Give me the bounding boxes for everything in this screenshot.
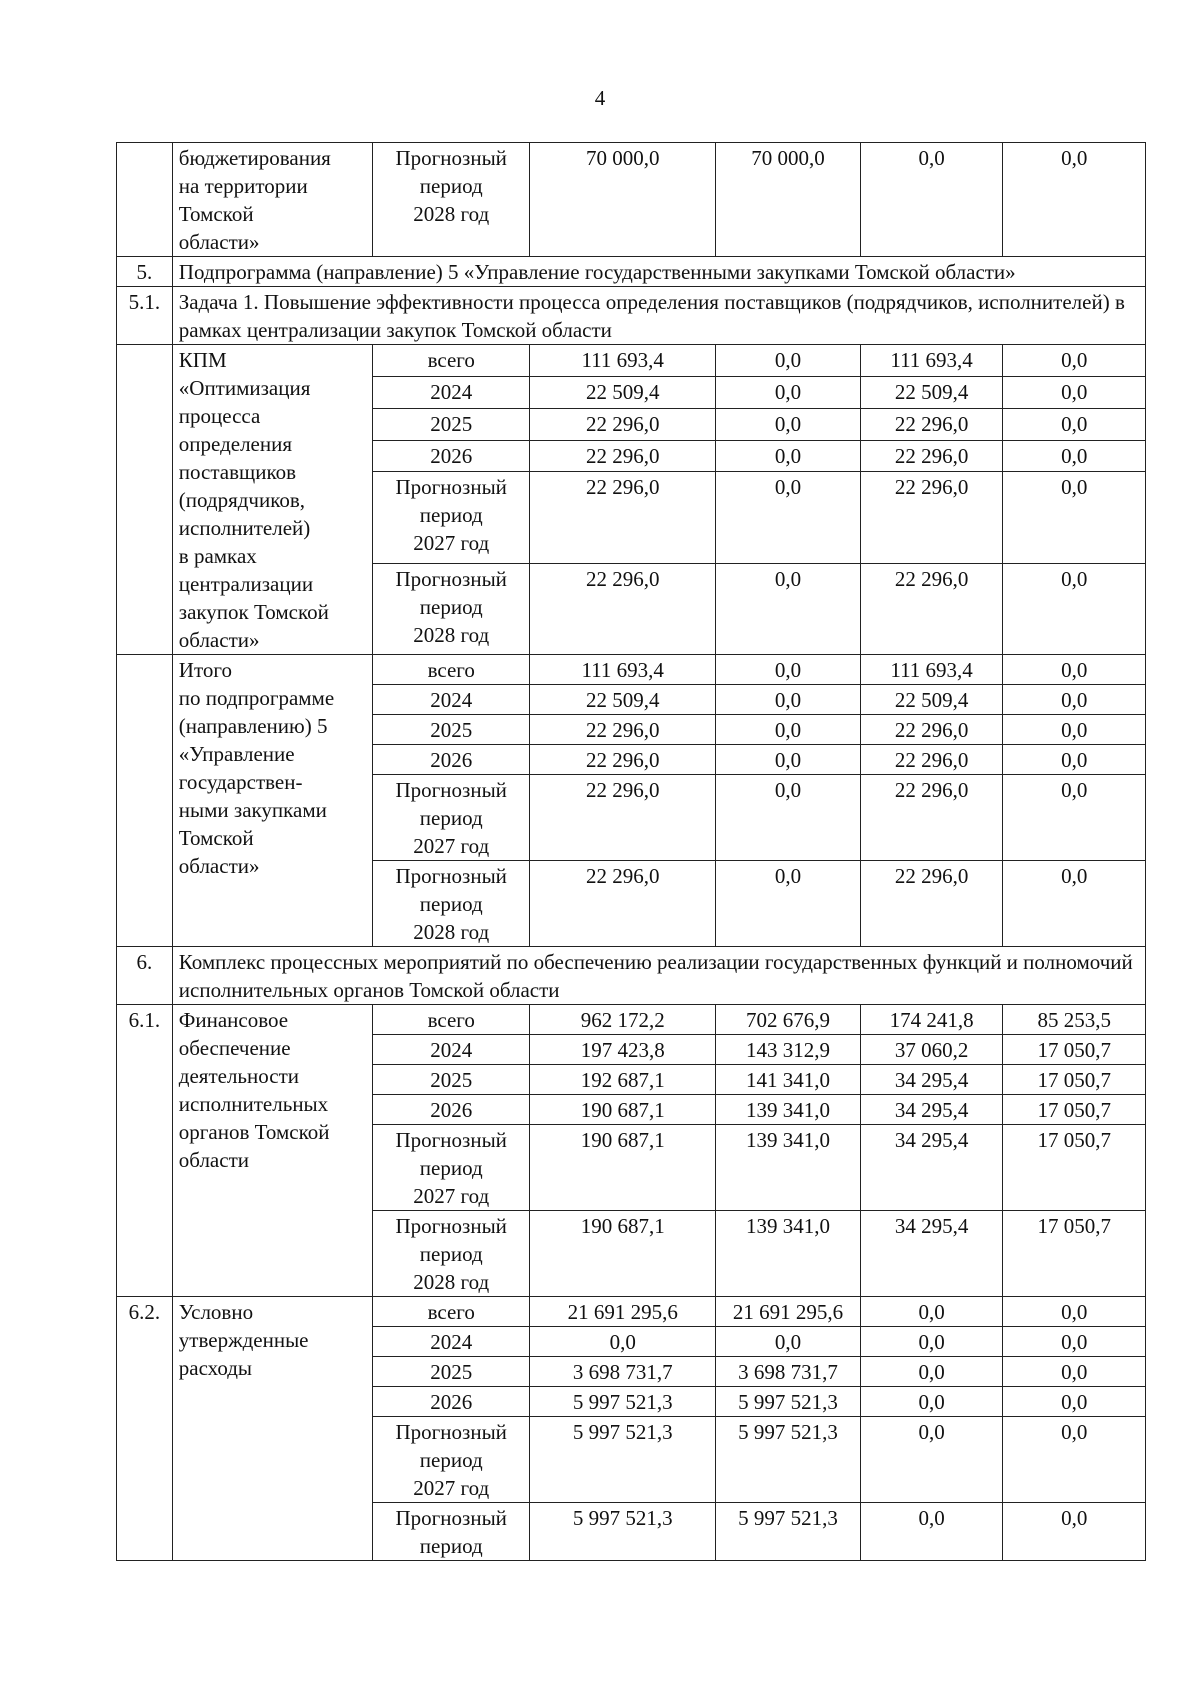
value-cell: 0,0	[716, 1327, 861, 1357]
value-cell: 0,0	[1003, 440, 1146, 472]
row-code	[117, 345, 173, 655]
cell-line: области»	[178, 854, 260, 878]
period-cell	[373, 1211, 530, 1297]
cell-line: области»	[178, 230, 260, 254]
value-cell: 0,0	[716, 715, 861, 745]
cell-line: 2027 год	[413, 1476, 490, 1500]
table-row	[117, 345, 1146, 377]
cell-line: Прогнозный	[395, 1128, 507, 1152]
period-cell	[373, 861, 530, 947]
value-cell: 22 509,4	[530, 685, 716, 715]
table-row	[117, 1297, 1146, 1327]
cell-line: 2026	[430, 1390, 473, 1414]
value-cell: 3 698 731,7	[530, 1357, 716, 1387]
value-cell: 5 997 521,3	[530, 1503, 716, 1561]
section-title: Комплекс процессных мероприятий по обеспечению реализации государственных функций и полномочий исполнительных органов Томской области	[172, 947, 1145, 1005]
period-cell	[373, 1095, 530, 1125]
cell-line: Финансовое	[178, 1008, 289, 1032]
value-cell: 70 000,0	[716, 143, 861, 257]
section-title: Подпрограмма (направление) 5 «Управление государственными закупками Томской области»	[172, 257, 1145, 287]
value-cell: 111 693,4	[860, 655, 1003, 685]
value-cell: 111 693,4	[530, 345, 716, 377]
cell-line: обеспечение	[178, 1036, 291, 1060]
cell-line: Прогнозный	[395, 146, 507, 170]
value-cell: 21 691 295,6	[716, 1297, 861, 1327]
value-cell: 0,0	[860, 143, 1003, 257]
value-cell: 37 060,2	[860, 1035, 1003, 1065]
value-cell: 0,0	[716, 775, 861, 861]
row-name	[172, 345, 372, 655]
value-cell: 174 241,8	[860, 1005, 1003, 1035]
cell-line: 2028 год	[413, 622, 490, 647]
period-cell	[373, 1125, 530, 1211]
value-cell: 0,0	[716, 745, 861, 775]
cell-line: 2026	[430, 443, 473, 468]
value-cell: 0,0	[716, 376, 861, 408]
value-cell: 0,0	[1003, 1417, 1146, 1503]
cell-line: 2028 год	[413, 1270, 490, 1294]
value-cell: 0,0	[716, 440, 861, 472]
value-cell: 0,0	[716, 472, 861, 563]
period-cell	[373, 563, 530, 654]
row-code: 6.1.	[117, 1005, 173, 1297]
value-cell: 34 295,4	[860, 1125, 1003, 1211]
cell-line: всего	[427, 1300, 475, 1324]
cell-line: 2024	[430, 1330, 473, 1354]
row-code	[117, 143, 173, 257]
cell-line: поставщиков	[178, 460, 296, 484]
value-cell: 0,0	[860, 1357, 1003, 1387]
value-cell: 190 687,1	[530, 1095, 716, 1125]
value-cell: 22 296,0	[860, 408, 1003, 440]
value-cell: 22 509,4	[860, 376, 1003, 408]
cell-line: всего	[427, 1008, 475, 1032]
value-cell: 5 997 521,3	[716, 1387, 861, 1417]
value-cell: 22 296,0	[860, 745, 1003, 775]
cell-line: 2025	[430, 411, 473, 436]
cell-line: органов Томской	[178, 1120, 330, 1144]
cell-line: Итого	[178, 658, 232, 682]
value-cell: 17 050,7	[1003, 1211, 1146, 1297]
value-cell: 22 296,0	[860, 563, 1003, 654]
value-cell: 0,0	[1003, 861, 1146, 947]
period-cell	[373, 408, 530, 440]
cell-line: 2028 год	[413, 920, 490, 944]
value-cell: 22 296,0	[860, 440, 1003, 472]
value-cell: 17 050,7	[1003, 1035, 1146, 1065]
cell-line: Прогнозный	[395, 475, 507, 500]
cell-line: области	[178, 1148, 249, 1172]
cell-line: в рамках	[178, 544, 257, 568]
cell-line: 2025	[430, 1360, 473, 1384]
row-code: 5.1.	[117, 287, 173, 345]
cell-line: Прогнозный	[395, 566, 507, 591]
cell-line: 2025	[430, 1068, 473, 1092]
cell-line: 2026	[430, 1098, 473, 1122]
value-cell: 0,0	[1003, 775, 1146, 861]
value-cell: 0,0	[1003, 1327, 1146, 1357]
period-cell	[373, 472, 530, 563]
value-cell: 139 341,0	[716, 1211, 861, 1297]
period-cell	[373, 655, 530, 685]
period-cell	[373, 1035, 530, 1065]
period-cell	[373, 715, 530, 745]
value-cell: 5 997 521,3	[530, 1417, 716, 1503]
cell-line: централизации	[178, 572, 314, 596]
section-title: Задача 1. Повышение эффективности процесса определения поставщиков (подрядчиков, исполнителей) в рамках централизации закупок Томской области	[172, 287, 1145, 345]
cell-line: расходы	[178, 1356, 253, 1380]
cell-line: процесса	[178, 404, 261, 428]
value-cell: 22 296,0	[860, 775, 1003, 861]
cell-line: Томской	[178, 202, 254, 226]
period-cell	[373, 376, 530, 408]
value-cell: 0,0	[716, 563, 861, 654]
value-cell: 0,0	[1003, 655, 1146, 685]
value-cell: 0,0	[1003, 472, 1146, 563]
cell-line: 2024	[430, 688, 473, 712]
row-code: 6.2.	[117, 1297, 173, 1561]
table-row	[117, 143, 1146, 257]
value-cell: 111 693,4	[860, 345, 1003, 377]
cell-line: на территории	[178, 174, 308, 198]
value-cell: 190 687,1	[530, 1125, 716, 1211]
cell-line: ными закупками	[178, 798, 327, 822]
value-cell: 22 296,0	[530, 472, 716, 563]
period-cell	[373, 775, 530, 861]
value-cell: 22 509,4	[530, 376, 716, 408]
section-row	[117, 287, 1146, 345]
value-cell: 197 423,8	[530, 1035, 716, 1065]
cell-line: Прогнозный	[395, 864, 507, 888]
value-cell: 5 997 521,3	[530, 1387, 716, 1417]
section-row	[117, 947, 1146, 1005]
value-cell: 21 691 295,6	[530, 1297, 716, 1327]
period-cell	[373, 1065, 530, 1095]
value-cell: 0,0	[860, 1417, 1003, 1503]
cell-line: период	[419, 503, 483, 528]
value-cell: 0,0	[716, 861, 861, 947]
cell-line: 2027 год	[413, 531, 490, 556]
cell-line: 2027 год	[413, 834, 490, 858]
cell-line: период	[419, 594, 483, 619]
value-cell: 34 295,4	[860, 1065, 1003, 1095]
cell-line: 2027 год	[413, 1184, 490, 1208]
value-cell: 702 676,9	[716, 1005, 861, 1035]
value-cell: 0,0	[860, 1327, 1003, 1357]
value-cell: 5 997 521,3	[716, 1503, 861, 1561]
cell-line: государствен-	[178, 770, 303, 794]
cell-line: по подпрограмме	[178, 686, 335, 710]
cell-line: определения	[178, 432, 293, 456]
value-cell: 0,0	[860, 1503, 1003, 1561]
cell-line: всего	[427, 348, 475, 372]
period-cell	[373, 1297, 530, 1327]
row-name	[172, 655, 372, 947]
table-row	[117, 1005, 1146, 1035]
period-cell	[373, 1005, 530, 1035]
value-cell: 0,0	[716, 655, 861, 685]
value-cell: 22 296,0	[530, 775, 716, 861]
table-row	[117, 655, 1146, 685]
cell-line: 2025	[430, 718, 473, 742]
cell-line: КПМ	[178, 348, 227, 372]
cell-line: 2028 год	[413, 202, 490, 226]
value-cell: 70 000,0	[530, 143, 716, 257]
cell-line: Томской	[178, 826, 254, 850]
cell-line: исполнителей)	[178, 516, 311, 540]
value-cell: 22 296,0	[530, 745, 716, 775]
value-cell: 192 687,1	[530, 1065, 716, 1095]
value-cell: 0,0	[860, 1387, 1003, 1417]
cell-line: деятельности	[178, 1064, 299, 1088]
value-cell: 190 687,1	[530, 1211, 716, 1297]
cell-line: Условно	[178, 1300, 254, 1324]
value-cell: 0,0	[1003, 563, 1146, 654]
period-cell	[373, 1503, 530, 1561]
value-cell: 22 296,0	[530, 861, 716, 947]
value-cell: 22 296,0	[530, 563, 716, 654]
row-name	[172, 1005, 372, 1297]
row-code: 6.	[117, 947, 173, 1005]
cell-line: 2024	[430, 379, 473, 404]
value-cell: 0,0	[716, 408, 861, 440]
cell-line: период	[419, 1534, 483, 1558]
value-cell: 17 050,7	[1003, 1095, 1146, 1125]
cell-line: период	[419, 174, 483, 198]
cell-line: (подрядчиков,	[178, 488, 306, 512]
budget-table	[116, 142, 1146, 1561]
value-cell: 0,0	[716, 685, 861, 715]
cell-line: период	[419, 1448, 483, 1472]
value-cell: 0,0	[1003, 1297, 1146, 1327]
cell-line: период	[419, 1156, 483, 1180]
value-cell: 22 296,0	[530, 408, 716, 440]
value-cell: 85 253,5	[1003, 1005, 1146, 1035]
cell-line: 2024	[430, 1038, 473, 1062]
period-cell	[373, 745, 530, 775]
budget-table-body	[117, 143, 1146, 1561]
value-cell: 34 295,4	[860, 1095, 1003, 1125]
cell-line: «Оптимизация	[178, 376, 311, 400]
value-cell: 111 693,4	[530, 655, 716, 685]
cell-line: период	[419, 892, 483, 916]
value-cell: 22 296,0	[860, 472, 1003, 563]
value-cell: 962 172,2	[530, 1005, 716, 1035]
period-cell	[373, 440, 530, 472]
period-cell	[373, 1327, 530, 1357]
value-cell: 0,0	[1003, 1357, 1146, 1387]
cell-line: Прогнозный	[395, 1420, 507, 1444]
row-code	[117, 655, 173, 947]
cell-line: исполнительных	[178, 1092, 329, 1116]
cell-line: 2026	[430, 748, 473, 772]
value-cell: 0,0	[716, 345, 861, 377]
value-cell: 3 698 731,7	[716, 1357, 861, 1387]
value-cell: 0,0	[530, 1327, 716, 1357]
value-cell: 0,0	[1003, 1503, 1146, 1561]
value-cell: 17 050,7	[1003, 1065, 1146, 1095]
period-cell	[373, 143, 530, 257]
cell-line: всего	[427, 658, 475, 682]
cell-line: Прогнозный	[395, 1214, 507, 1238]
value-cell: 34 295,4	[860, 1211, 1003, 1297]
period-cell	[373, 345, 530, 377]
period-cell	[373, 1387, 530, 1417]
value-cell: 141 341,0	[716, 1065, 861, 1095]
value-cell: 22 296,0	[530, 440, 716, 472]
value-cell: 0,0	[1003, 376, 1146, 408]
cell-line: (направлению) 5	[178, 714, 328, 738]
row-name	[172, 1297, 372, 1561]
value-cell: 0,0	[1003, 345, 1146, 377]
value-cell: 0,0	[1003, 1387, 1146, 1417]
value-cell: 143 312,9	[716, 1035, 861, 1065]
value-cell: 0,0	[1003, 715, 1146, 745]
cell-line: бюджетирования	[178, 146, 331, 170]
cell-line: Прогнозный	[395, 778, 507, 802]
cell-line: утвержденные	[178, 1328, 309, 1352]
value-cell: 22 296,0	[860, 715, 1003, 745]
value-cell: 0,0	[1003, 143, 1146, 257]
row-name	[172, 143, 372, 257]
cell-line: Прогнозный	[395, 1506, 507, 1530]
cell-line: «Управление	[178, 742, 295, 766]
row-code: 5.	[117, 257, 173, 287]
cell-line: области»	[178, 628, 260, 652]
value-cell: 0,0	[1003, 408, 1146, 440]
value-cell: 139 341,0	[716, 1095, 861, 1125]
value-cell: 22 296,0	[530, 715, 716, 745]
value-cell: 0,0	[1003, 745, 1146, 775]
value-cell: 5 997 521,3	[716, 1417, 861, 1503]
page-number: 4	[594, 86, 606, 110]
value-cell: 0,0	[860, 1297, 1003, 1327]
section-row	[117, 257, 1146, 287]
cell-line: период	[419, 806, 483, 830]
cell-line: период	[419, 1242, 483, 1266]
period-cell	[373, 1417, 530, 1503]
value-cell: 22 509,4	[860, 685, 1003, 715]
value-cell: 22 296,0	[860, 861, 1003, 947]
value-cell: 0,0	[1003, 685, 1146, 715]
value-cell: 139 341,0	[716, 1125, 861, 1211]
period-cell	[373, 685, 530, 715]
value-cell: 17 050,7	[1003, 1125, 1146, 1211]
period-cell	[373, 1357, 530, 1387]
cell-line: закупок Томской	[178, 600, 329, 624]
